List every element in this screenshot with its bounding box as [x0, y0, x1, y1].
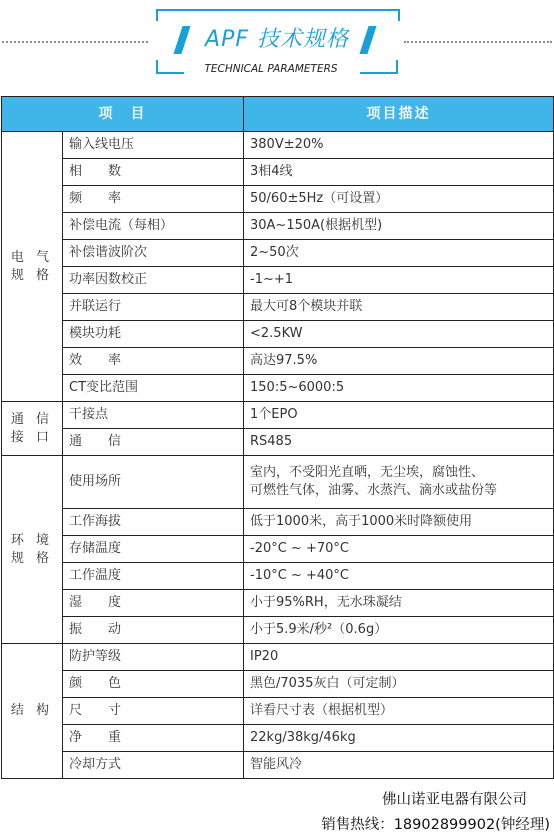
parameter-description [244, 644, 554, 671]
dotted-divider-left [2, 41, 148, 43]
table-row [2, 536, 554, 563]
page-title: APF 技术规格 [205, 27, 349, 52]
description-line: -20°C ~ +70°C [250, 541, 349, 556]
description-line: 3相4线 [250, 164, 293, 179]
parameter-description [244, 752, 554, 779]
table-row [2, 294, 554, 321]
description-line: 智能风冷 [250, 757, 303, 772]
description-line: -1~+1 [250, 272, 294, 287]
table-header-row [2, 97, 554, 132]
parameter-description [244, 186, 554, 213]
parameter-description [244, 429, 554, 456]
table-row [2, 348, 554, 375]
table-row [2, 375, 554, 402]
parameter-description [244, 375, 554, 402]
parameter-name: 并联运行 [63, 294, 244, 321]
parameter-name: 振 动 [63, 617, 244, 644]
parameter-name: 存储温度 [63, 536, 244, 563]
description-line: 1个EPO [250, 407, 298, 422]
parameter-name: 模块功耗 [63, 321, 244, 348]
parameter-name: CT变比范围 [63, 375, 244, 402]
description-line: 低于1000米，高于1000米时降额使用 [250, 514, 473, 529]
group-label-cell [2, 402, 63, 456]
description-line: 小于5.9米/秒²（0.6g） [250, 622, 388, 637]
parameter-name: 补偿谐波阶次 [63, 240, 244, 267]
parameter-description [244, 240, 554, 267]
description-line: 详看尺寸表（根据机型） [250, 703, 394, 718]
parameter-description [244, 590, 554, 617]
parameter-description [244, 456, 554, 509]
description-line: 2~50次 [250, 245, 299, 260]
group-label-cell [2, 456, 63, 644]
table-row [2, 456, 554, 509]
table-row [2, 429, 554, 456]
table-row [2, 644, 554, 671]
table-row [2, 132, 554, 159]
group-label-line: 接 口 [10, 429, 54, 445]
parameter-name: 效 率 [63, 348, 244, 375]
table-row [2, 752, 554, 779]
description-line: 22kg/38kg/46kg [250, 730, 356, 745]
table-row [2, 590, 554, 617]
table-row [2, 186, 554, 213]
group-label-line: 结 构 [10, 703, 54, 718]
parameter-description [244, 267, 554, 294]
table-row [2, 617, 554, 644]
table-row [2, 725, 554, 752]
sales-hotline: 销售热线：18902899902(钟经理) [321, 817, 550, 833]
table-row [2, 671, 554, 698]
slash-accent-right [359, 26, 376, 54]
table-row [2, 402, 554, 429]
group-label-line: 通 信 [10, 411, 54, 427]
group-label-line: 规 格 [10, 550, 54, 566]
description-line: 30A~150A(根据机型) [250, 218, 383, 233]
parameter-description [244, 671, 554, 698]
banner-frame-bottom-right [360, 60, 398, 74]
description-line: 黑色/7035灰白（可定制） [250, 676, 405, 691]
column-header-description: 项目描述 [244, 97, 554, 132]
table-row [2, 159, 554, 186]
parameter-description [244, 348, 554, 375]
parameter-description [244, 509, 554, 536]
banner-frame-bottom-left [156, 60, 184, 74]
group-label-line: 环 境 [10, 532, 54, 548]
parameter-name: 湿 度 [63, 590, 244, 617]
parameter-description [244, 698, 554, 725]
group-label-line: 电 气 [10, 249, 54, 265]
table-row [2, 213, 554, 240]
parameter-name: 颜 色 [63, 671, 244, 698]
group-label-line: 规 格 [10, 267, 54, 283]
description-line: IP20 [250, 649, 279, 664]
parameter-name: 输入线电压 [63, 132, 244, 159]
column-header-item: 项 目 [2, 97, 244, 132]
description-line: 150:5~6000:5 [250, 380, 345, 395]
parameter-description [244, 321, 554, 348]
parameter-name: 补偿电流（每相） [63, 213, 244, 240]
parameter-description [244, 294, 554, 321]
parameter-name: 干接点 [63, 402, 244, 429]
parameter-description [244, 563, 554, 590]
title-banner [0, 0, 554, 84]
description-line: 室内，不受阳光直晒，无尘埃，腐蚀性、 [250, 465, 485, 480]
description-line: 可燃性气体，油雾、水蒸汽、滴水或盐份等 [250, 483, 498, 498]
page-subtitle: TECHNICAL PARAMETERS [204, 63, 338, 75]
table-row [2, 240, 554, 267]
description-line: 380V±20% [250, 137, 324, 152]
parameter-name: 通 信 [63, 429, 244, 456]
parameter-description [244, 617, 554, 644]
description-line: 50/60±5Hz（可设置） [250, 191, 389, 206]
table-row [2, 698, 554, 725]
parameter-name: 冷却方式 [63, 752, 244, 779]
dotted-divider-right [404, 41, 552, 43]
table-row [2, 563, 554, 590]
spec-table-body [2, 132, 554, 779]
spec-table [1, 96, 554, 779]
banner-frame-top [156, 9, 400, 21]
description-line: 最大可8个模块并联 [250, 299, 363, 314]
parameter-description [244, 725, 554, 752]
parameter-name: 尺 寸 [63, 698, 244, 725]
parameter-name: 净 重 [63, 725, 244, 752]
description-line: RS485 [250, 434, 293, 449]
parameter-name: 防护等级 [63, 644, 244, 671]
company-name: 佛山诺亚电器有限公司 [380, 788, 529, 809]
parameter-name: 相 数 [63, 159, 244, 186]
description-line: <2.5KW [250, 326, 303, 341]
parameter-name: 频 率 [63, 186, 244, 213]
description-line: 小于95%RH，无水珠凝结 [250, 595, 402, 610]
parameter-description [244, 536, 554, 563]
parameter-description [244, 213, 554, 240]
table-row [2, 267, 554, 294]
group-label-cell [2, 132, 63, 402]
slash-accent-left [173, 26, 190, 54]
table-row [2, 509, 554, 536]
table-row [2, 321, 554, 348]
description-line: -10°C ~ +40°C [250, 568, 349, 583]
parameter-description [244, 402, 554, 429]
parameter-name: 工作温度 [63, 563, 244, 590]
group-label-cell [2, 644, 63, 779]
parameter-name: 工作海拔 [63, 509, 244, 536]
parameter-name: 功率因数校正 [63, 267, 244, 294]
parameter-name: 使用场所 [63, 456, 244, 509]
parameter-description [244, 159, 554, 186]
description-line: 高达97.5% [250, 353, 318, 368]
parameter-description [244, 132, 554, 159]
